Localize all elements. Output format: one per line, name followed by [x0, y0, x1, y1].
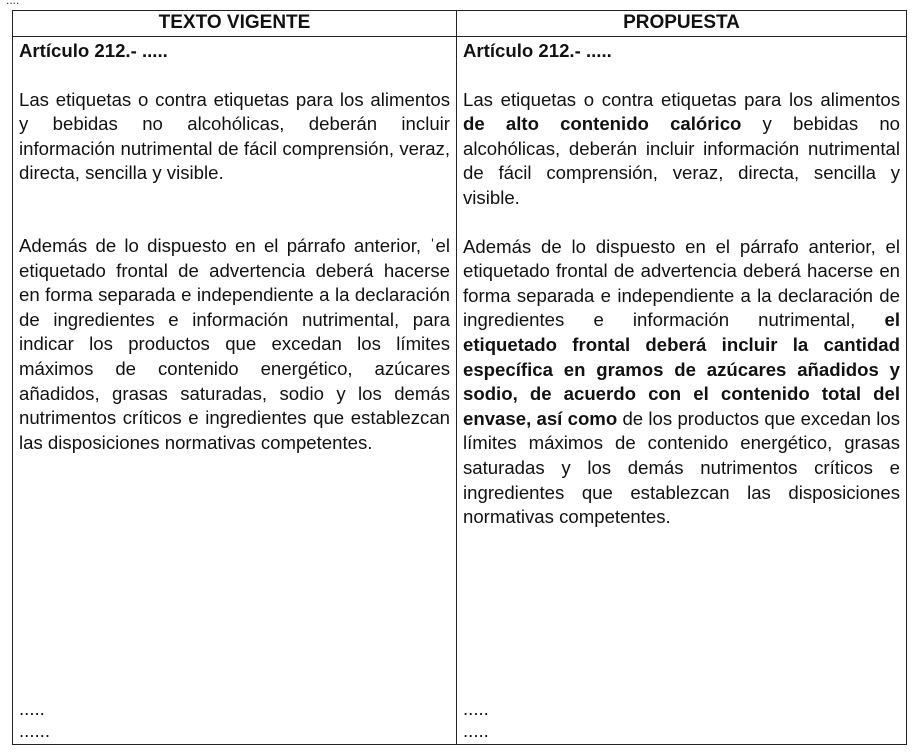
ellipsis-right-2: .....	[463, 720, 489, 741]
ellipsis-block-left	[19, 698, 50, 742]
paragraph-1-left: Las etiquetas o contra etiquetas para los alimentos y bebidas no alcohólicas, deberán incluir información nutrimental de fácil comprensión, veraz, directa, sencilla y visible.	[19, 88, 450, 184]
ellipsis-right-1: .....	[463, 698, 489, 719]
paragraph-1-right-bold: de alto contenido calórico	[463, 113, 742, 135]
header-propuesta: PROPUESTA	[457, 11, 907, 37]
comparison-table	[12, 10, 907, 745]
spacer	[19, 186, 450, 234]
paragraph-2-right-bold: el etiquetado frontal deberá incluir la cantidad específica en gramos de azúcares añadidos y sodio, de acuerdo con el contenido total del envase, así como	[463, 309, 900, 429]
header-row	[13, 11, 907, 37]
column-propuesta	[457, 37, 907, 745]
spacer	[19, 64, 450, 88]
ellipsis-left-2: ......	[19, 720, 50, 741]
spacer	[463, 211, 900, 235]
paragraph-2-right	[463, 235, 900, 530]
content-row	[13, 37, 907, 745]
paragraph-2-right-text-a: Además de lo dispuesto en el párrafo anterior, el etiquetado frontal de advertencia deberá hacerse en forma separada e independiente a la declaración de ingredientes e información nutrimental,	[463, 235, 900, 331]
header-texto-vigente: TEXTO VIGENTE	[13, 11, 457, 37]
ellipsis-block-right	[463, 698, 489, 742]
column-texto-vigente	[13, 37, 457, 745]
spacer	[463, 64, 900, 88]
paragraph-1-right	[463, 88, 900, 211]
paragraph-2-right-text-c: de los productos que excedan los límites máximos de contenido energético, grasas saturadas y los demás nutrimentos críticos e ingredientes que establezcan las disposiciones normativas competentes.	[463, 407, 900, 528]
paragraph-2-left: Además de lo dispuesto en el párrafo anterior, ˈel etiquetado frontal de advertencia deberá hacerse en forma separada e independiente a la declaración de ingredientes e información nutrimental, para indicar los productos que excedan los límites máximos de contenido energético, azúcares añadidos, grasas saturadas, sodio y los demás nutrimentos críticos e ingredientes que establezcan las disposiciones normativas competentes.	[19, 234, 450, 453]
paragraph-1-right-text-a: Las etiquetas o contra etiquetas para los alimentos	[463, 88, 900, 110]
top-note: ....	[6, 0, 20, 7]
paragraph-1-right-text-c: y bebidas no alcohólicas, deberán incluir información nutrimental de fácil comprensión, veraz, directa, sencilla y visible.	[463, 113, 900, 208]
article-heading-right: Artículo 212.- .....	[463, 40, 612, 61]
article-heading-left: Artículo 212.- .....	[19, 40, 168, 61]
ellipsis-left-1: .....	[19, 698, 45, 719]
